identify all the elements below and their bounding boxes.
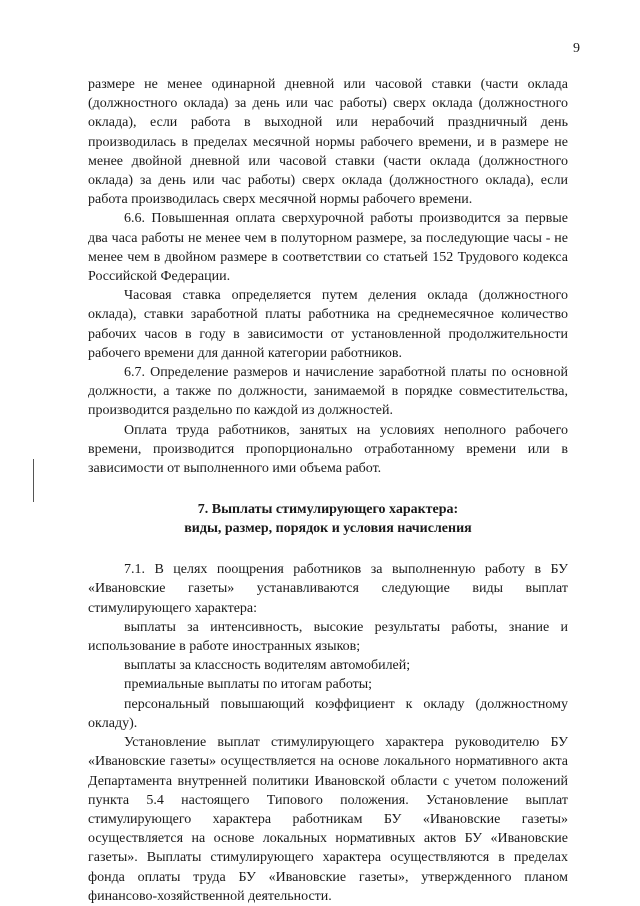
list-item-personal-coefficient: персональный повышающий коэффициент к окладу (должностному окладу). xyxy=(88,696,568,731)
paragraph-6-7: 6.7. Определение размеров и начисление заработной платы по основной должности, а также по должности, занимаемой в порядке совместительства, производится раздельно по каждой из должностей. xyxy=(88,365,568,419)
paragraph-6-6: 6.6. Повышенная оплата сверхурочной работы производится за первые два часа работы не менее чем в полуторном размере, за последующие часы - не менее чем в двойном размере в соответствии со статьей 152 Трудового кодекса Российской Федерации. xyxy=(88,211,568,285)
page-number: 9 xyxy=(573,41,580,56)
margin-mark xyxy=(33,459,34,502)
list-item-intensity: выплаты за интенсивность, высокие результаты работы, знание и использование в работе иностранных языков; xyxy=(88,619,568,655)
paragraph-7-1: 7.1. В целях поощрения работников за выполненную работу в БУ «Ивановские газеты» устанавливаются следующие виды выплат стимулирующего характера: xyxy=(88,562,568,616)
section-7-title xyxy=(88,500,568,538)
paragraph-hourly-rate: Часовая ставка определяется путем деления оклада (должностного оклада), ставки заработной платы работника на среднемесячное количество рабочих часов в году в зависимости от установленной продолжительности рабочего времени для данной категории работников. xyxy=(88,288,568,361)
paragraph-continuation: размере не менее одинарной дневной или часовой ставки (части оклада (должностного оклада) за день или час работы) сверх оклада (должностного оклада), если работа в выходной или нерабочий праздничный день производилась в пределах месячной нормы рабочего времени, и в размере не менее двойной дневной или часовой ставки (части оклада (должностного оклада) за день или час работы) сверх оклада (должностного оклада), если работа производилась сверх месячной нормы рабочего времени. xyxy=(88,77,568,208)
document-body xyxy=(88,75,568,906)
paragraph-establishment: Установление выплат стимулирующего характера руководителю БУ «Ивановские газеты» осуществляется на основе локального нормативного акта Департамента внутренней политики Ивановской области с учетом положений пункта 5.4 настоящего Типового положения. Установление выплат стимулирующего характера работникам БУ «Ивановские газеты» осуществляется на основе локальных нормативных актов БУ «Ивановские газеты». Выплаты стимулирующего характера осуществляются в пределах фонда оплаты труда БУ «Ивановские газеты», утвержденного планом финансово-хозяйственной деятельности. xyxy=(88,735,568,904)
section-title-line-2: виды, размер, порядок и условия начисления xyxy=(184,521,472,537)
list-item-bonus: премиальные выплаты по итогам работы; xyxy=(124,677,373,693)
list-item-class-drivers: выплаты за классность водителям автомобилей; xyxy=(124,658,411,674)
paragraph-part-time: Оплата труда работников, занятых на условиях неполного рабочего времени, производится пропорционально отработанному времени или в зависимости от выполненного ими объема работ. xyxy=(88,422,568,477)
section-title-line-1: 7. Выплаты стимулирующего характера: xyxy=(197,502,459,518)
